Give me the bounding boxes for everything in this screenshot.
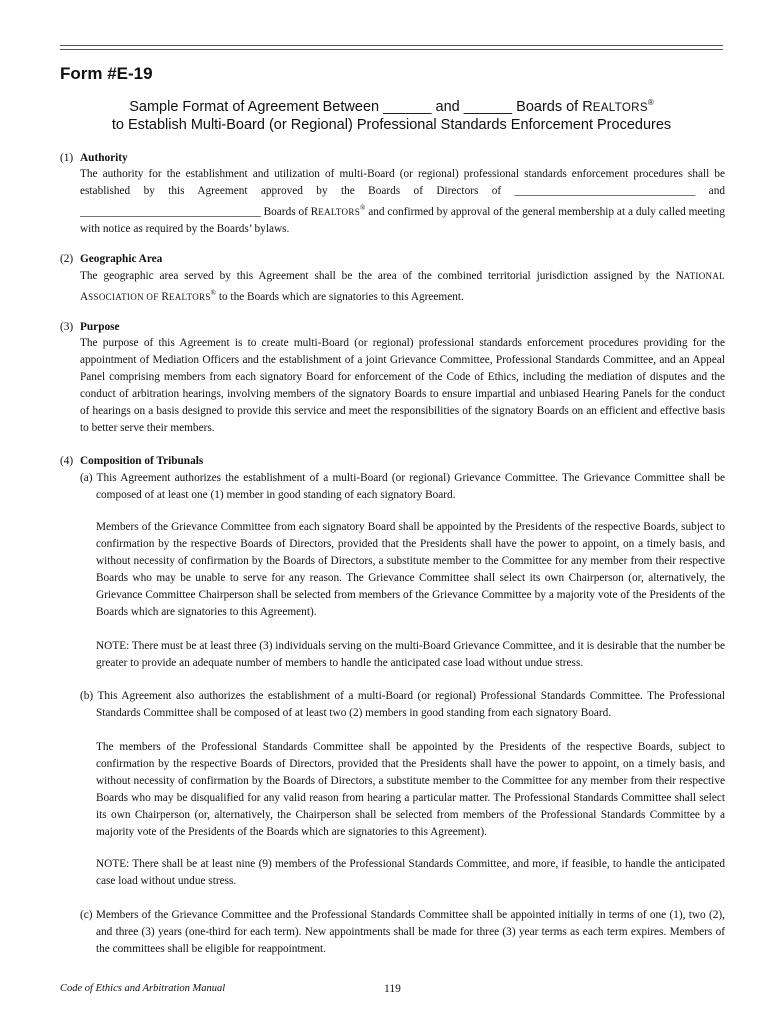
item-b-professional-standards-committee: (b) This Agreement also authorizes the establishment of a multi-Board (or regional) Professional Standards Committee. The Professional Standards Committee shall be composed of at least two (2) members in good standing from each signatory Board. <box>80 690 725 719</box>
section-heading-purpose: (3) Purpose <box>60 321 120 333</box>
section-heading-authority: (1) Authority <box>60 152 128 164</box>
item-b-members-paragraph: The members of the Professional Standards Committee shall be appointed by the Presidents of the respective Boards, subject to confirmation by the respective Boards of Directors, provided that the Presidents shall have the power to appoint, on a timely basis, and without necessity of confirmation by the Boards of Directors, a substitute member to the Committee for any member from their respective Boards who may be disqualified for any valid reason from hearing a particular matter. The Professional Standards Committee shall select its own Chairperson (or, alternatively, the Chairperson shall be selected from members of the Professional Standards Committee by a majority vote of the Presidents of the Boards which are signatories to this Agreement). <box>96 741 725 838</box>
top-rule-2 <box>60 49 723 50</box>
item-a-note: NOTE: There must be at least three (3) individuals serving on the multi-Board Grievance Committee, and it is desirable that the number be greater to provide an adequate number of members to handle the anticipated case load without undue stress. <box>96 640 725 669</box>
footer-manual-title: Code of Ethics and Arbitration Manual <box>60 983 226 994</box>
section-purpose-text: The purpose of this Agreement is to create multi-Board (or regional) professional standards enforcement procedures providing for the appointment of Mediation Officers and the establishment of a joint Grievance Committee, Professional Standards Committee, and an Appeal Panel comprising members from each signatory Board for enforcement of the Code of Ethics, including the mediation of disputes and the conduct of arbitration hearings, involving members of the signatory Boards to ensure impartial and unbiased Hearing Panels for the conduct of hearings on a basis designed to provide this service and meet the responsibilities of the signatory Boards on an efficient and effective basis to better serve their members. <box>80 337 725 434</box>
top-rule-1 <box>60 45 723 46</box>
section-authority-text: The authority for the establishment and utilization of multi-Board (or regional) professional standards enforcement procedures shall be established by this Agreement approved by the Boards of Directors of ________________________________ and ________________________________ Boards of REALTORS® and confirmed by approval of the general membership at a duly called meeting with notice as required by the Boards’ bylaws. <box>80 168 725 235</box>
page-number: 119 <box>384 983 401 995</box>
item-a-members-paragraph: Members of the Grievance Committee from each signatory Board shall be appointed by the Presidents of the respective Boards, subject to confirmation by the respective Boards of Directors, provided that the Presidents shall have the power to appoint, on a timely basis, and without necessity of confirmation by the Boards of Directors, a substitute member to the Committee for any member from their respective Boards who may be unable to serve for any reason. The Grievance Committee shall select its own Chairperson (or, alternatively, the Grievance Committee Chairperson shall be selected from members of the Grievance Committee by a majority vote of the Presidents of the Boards which are signatories to this Agreement). <box>96 521 725 618</box>
section-heading-geographic-area: (2) Geographic Area <box>60 253 163 265</box>
section-heading-composition: (4) Composition of Tribunals <box>60 455 204 467</box>
form-id: Form #E-19 <box>60 64 153 83</box>
agreement-title-line2: to Establish Multi-Board (or Regional) Professional Standards Enforcement Procedures <box>111 117 672 133</box>
section-geographic-area-text: The geographic area served by this Agreement shall be the area of the combined territorial jurisdiction assigned by the NATIONAL ASSOCIATION OF REALTORS® to the Boards which are signatories to this Agreement. <box>80 270 725 303</box>
item-b-note: NOTE: There shall be at least nine (9) members of the Professional Standards Committee, and more, if feasible, to handle the anticipated case load without undue stress. <box>96 858 725 887</box>
item-a-grievance-committee: (a) This Agreement authorizes the establishment of a multi-Board (or regional) Grievance Committee. The Grievance Committee shall be composed of at least one (1) member in good standing of each signatory Board. <box>80 472 725 501</box>
item-c-appointment-terms: (c) Members of the Grievance Committee and the Professional Standards Committee shall be appointed initially in terms of one (1), two (2), and three (3) years (one-third for each term). New appointments shall be made for three (3) year terms as each term expires. Members of the committees shall be eligible for reappointment. <box>80 909 725 955</box>
agreement-title-line1: Sample Format of Agreement Between ______ and ______ Boards of REALTORS® <box>129 98 654 115</box>
